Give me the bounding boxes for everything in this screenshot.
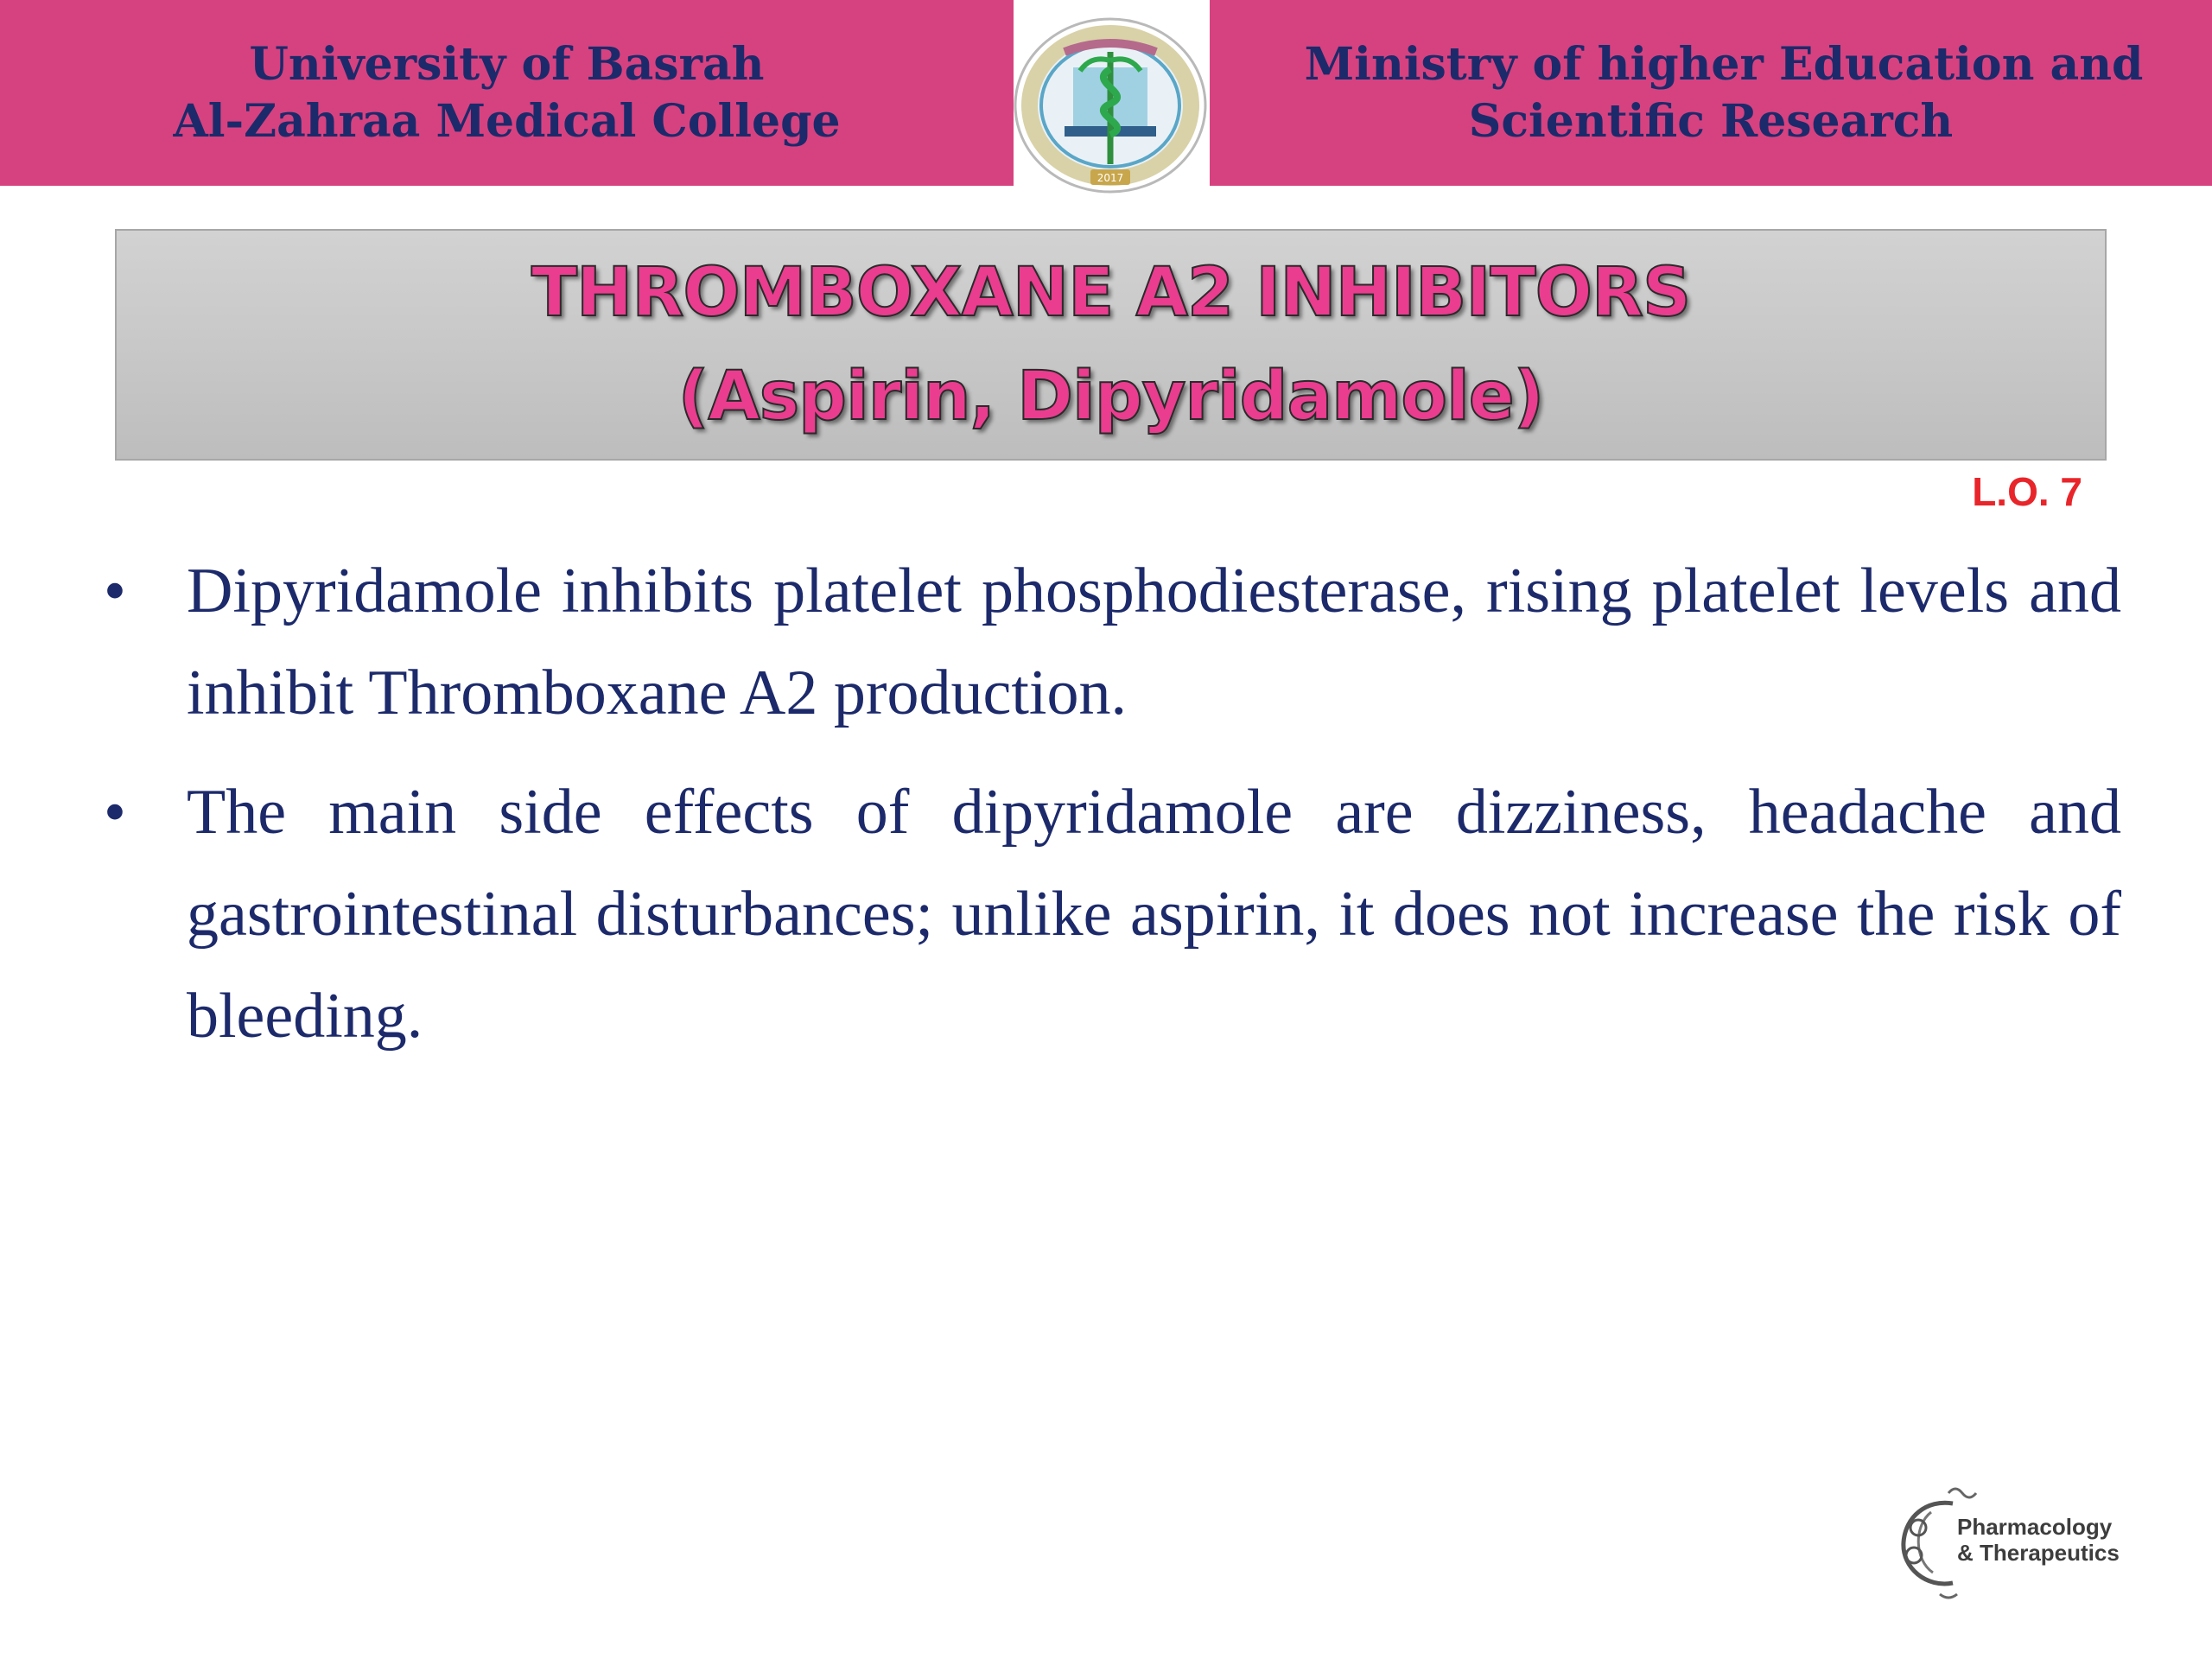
bullet-item	[104, 540, 2121, 744]
ministry-name: Ministry of higher Education and	[1304, 37, 2144, 91]
college-name: Al-Zahraa Medical College	[173, 94, 841, 148]
learning-objective-label: L.O. 7	[1972, 469, 2082, 514]
ministry-subtitle: Scientific Research	[1468, 94, 1954, 148]
college-seal-logo	[1013, 17, 1208, 194]
slide-title-box	[115, 229, 2107, 461]
slide-title: THROMBOXANE A2 INHIBITORS	[531, 254, 1691, 332]
footer-line2: & Therapeutics	[1957, 1540, 2120, 1566]
footer-line1: Pharmacology	[1957, 1514, 2113, 1540]
bullet-marker: •	[104, 556, 126, 626]
bullet-text: The main side effects of dipyridamole are dizziness, headache and gastrointestinal disturbances; unlike aspirin, it does not increase the risk of bleeding.	[187, 777, 2121, 1052]
footer-brand	[1957, 1514, 2120, 1566]
bullet-marker: •	[104, 777, 126, 848]
university-name: University of Basrah	[249, 37, 765, 91]
header-right-banner	[1210, 0, 2212, 186]
bullet-text: Dipyridamole inhibits platelet phosphodiesterase, rising platelet levels and inhibit Thromboxane A2 production.	[187, 556, 2121, 728]
slide-subtitle: (Aspirin, Dipyridamole)	[677, 358, 1544, 435]
header-left-banner	[0, 0, 1014, 186]
bullet-item	[104, 761, 2121, 1067]
logo-year: 2017	[1096, 172, 1124, 184]
bullet-list	[104, 540, 2121, 1084]
